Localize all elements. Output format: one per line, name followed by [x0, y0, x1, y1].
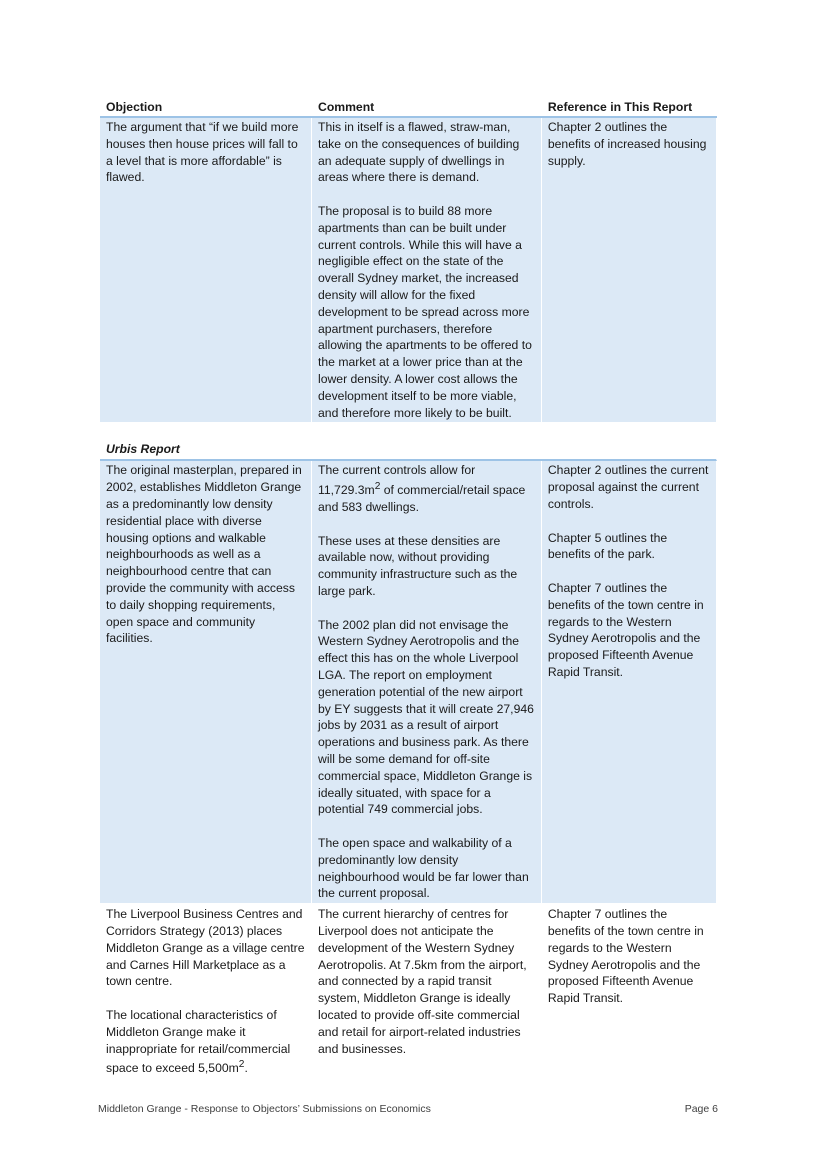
reference-text: Chapter 5 outlines the benefits of the park.	[547, 530, 668, 562]
comment-text: The open space and walkability of a predominantly low density neighbourhood would be far lower than the current proposal.	[318, 835, 529, 901]
objection-text: The Liverpool Business Centres and Corridors Strategy (2013) places Middleton Grange as a village centre and Carnes Hill Marketplace as a town centre.	[106, 907, 305, 989]
reference-text: Chapter 2 outlines the benefits of increased housing supply.	[547, 120, 707, 168]
objection-text-part: The locational characteristics of Middleton Grange make it inappropriate for retail/commercial space to exceed 5,500m	[106, 1007, 291, 1076]
reference-text: Chapter 2 outlines the current proposal against the current controls.	[547, 463, 709, 511]
table-row	[100, 905, 717, 1080]
objection-cell	[100, 118, 312, 424]
superscript: 2	[374, 481, 381, 493]
objection-text: The argument that “if we build more houses then house prices will fall to a level that is more affordable” is flawed.	[106, 120, 299, 185]
comment-text: This in itself is a flawed, straw-man, take on the consequences of building an adequate supply of dwellings in areas where there is demand.	[318, 120, 520, 185]
reference-cell	[542, 461, 717, 905]
comment-text: The proposal is to build 88 more apartments than can be built under current controls. While this will have a negligible effect on the state of the overall Sydney market, the increased density will allow for the fixed development to be spread across more apartment purchasers, therefore allowing the apartments to be offered to the market at a lower price than at the lower density. A lower cost allows the development itself to be more viable, and therefore more likely to be built.	[318, 203, 532, 420]
superscript: 2	[238, 1059, 245, 1071]
reference-text: Chapter 7 outlines the benefits of the town centre in regards to the Western Sydney Aerotropolis and the proposed Fifteenth Avenue Rapid Transit.	[547, 907, 704, 1006]
comment-cell	[312, 461, 542, 905]
footer-title: Middleton Grange - Response to Objectors’ Submissions on Economics	[98, 1103, 431, 1115]
comment-text: The current hierarchy of centres for Liverpool does not anticipate the development of the Western Sydney Aerotropolis. At 7.5km from the airport, and connected by a rapid transit system, Middleton Grange is ideally located to provide off-site commercial and retail for airport-related industries and businesses.	[318, 907, 527, 1056]
section-title: Urbis Report	[100, 424, 717, 461]
objection-text	[106, 1007, 305, 1077]
comment-cell	[312, 905, 542, 1080]
table-row	[100, 461, 717, 905]
comment-text-part: The current controls allow for 11,729.3m	[318, 463, 476, 498]
objection-text: The original masterplan, prepared in 2002, establishes Middleton Grange as a predominantly low density residential place with diverse housing options and walkable neighbourhoods as well as a neighbourhood centre that can provide the community with access to daily shopping requirements, open space and community facilities.	[106, 463, 302, 646]
reference-cell	[542, 118, 717, 424]
objection-cell	[100, 905, 312, 1080]
objection-cell	[100, 461, 312, 905]
page-number: Page 6	[684, 1103, 718, 1115]
comment-text-part: of commercial/retail space and 583 dwellings.	[318, 483, 526, 514]
reference-text: Chapter 7 outlines the benefits of the town centre in regards to the Western Sydney Aerotropolis and the proposed Fifteenth Avenue Rapid Transit.	[547, 580, 704, 679]
table-row	[100, 118, 717, 424]
header-objection: Objection	[100, 98, 312, 118]
section-row	[100, 424, 717, 461]
reference-cell	[542, 905, 717, 1080]
comment-cell	[312, 118, 542, 424]
table-header-row	[100, 98, 717, 118]
page-footer	[98, 1103, 718, 1115]
header-comment: Comment	[312, 98, 542, 118]
header-reference: Reference in This Report	[542, 98, 717, 118]
comment-text: These uses at these densities are available now, without providing community infrastructure such as the large park.	[318, 533, 518, 598]
comment-text	[318, 462, 535, 515]
objection-text-part: .	[244, 1061, 248, 1076]
comment-text: The 2002 plan did not envisage the Western Sydney Aerotropolis and the effect this has on the whole Liverpool LGA. The report on employment generation potential of the new airport by EY suggests that it will create 27,946 jobs by 2031 as a result of airport operations and business park. As there will be some demand for off-site commercial space, Middleton Grange is ideally situated, with space for a potential 749 commercial jobs.	[318, 617, 534, 817]
objections-table	[100, 98, 717, 1080]
